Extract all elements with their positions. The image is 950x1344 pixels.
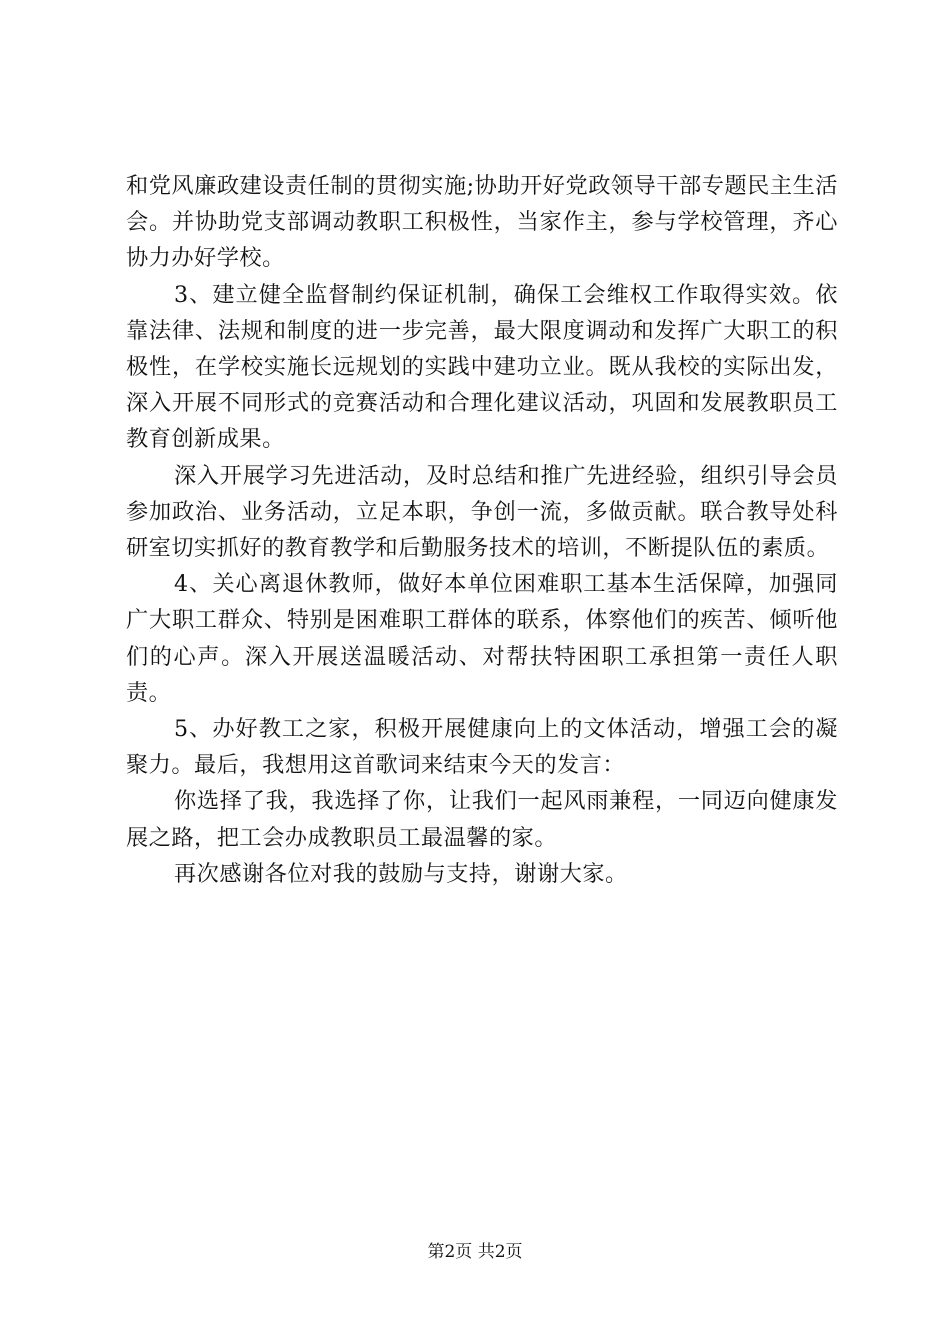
paragraph-closing-thanks: 再次感谢各位对我的鼓励与支持，谢谢大家。 [174,860,628,887]
paragraph-item-3: 3、建立健全监督制约保证机制，确保工会维权工作取得实效。依靠法律、法规和制度的进一步完善，最大限度调动和发挥广大职工的积极性，在学校实施长远规划的实践中建功立业。既从我校的实际出发，深入开展不同形式的竞赛活动和合理化建议活动，巩固和发展教职员工教育创新成果。 [126,281,838,453]
paragraph-learning-activities: 深入开展学习先进活动，及时总结和推广先进经验，组织引导会员参加政治、业务活动，立足本职，争创一流，多做贡献。联合教导处科研室切实抓好的教育教学和后勤服务技术的培训，不断提队伍的素质。 [126,462,838,562]
paragraph-item-4: 4、关心离退休教师，做好本单位困难职工基本生活保障，加强同广大职工群众、特别是困难职工群体的联系，体察他们的疾苦、倾听他们的心声。深入开展送温暖活动、对帮扶特困职工承担第一责任人职责。 [126,571,838,706]
paragraph-item-5: 5、办好教工之家，积极开展健康向上的文体活动，增强工会的凝聚力。最后，我想用这首歌词来结束今天的发言： [126,716,838,779]
page-number-footer: 第2页 共2页 [427,1242,523,1262]
document-body [126,168,838,892]
paragraph-continuation: 和党风廉政建设责任制的贯彻实施;协助开好党政领导干部专题民主生活会。并协助党支部调动教职工积极性，当家作主，参与学校管理，齐心协力办好学校。 [126,173,838,272]
paragraph-lyrics: 你选择了我，我选择了你，让我们一起风雨兼程，一同迈向健康发展之路，把工会办成教职员工最温馨的家。 [126,788,838,851]
